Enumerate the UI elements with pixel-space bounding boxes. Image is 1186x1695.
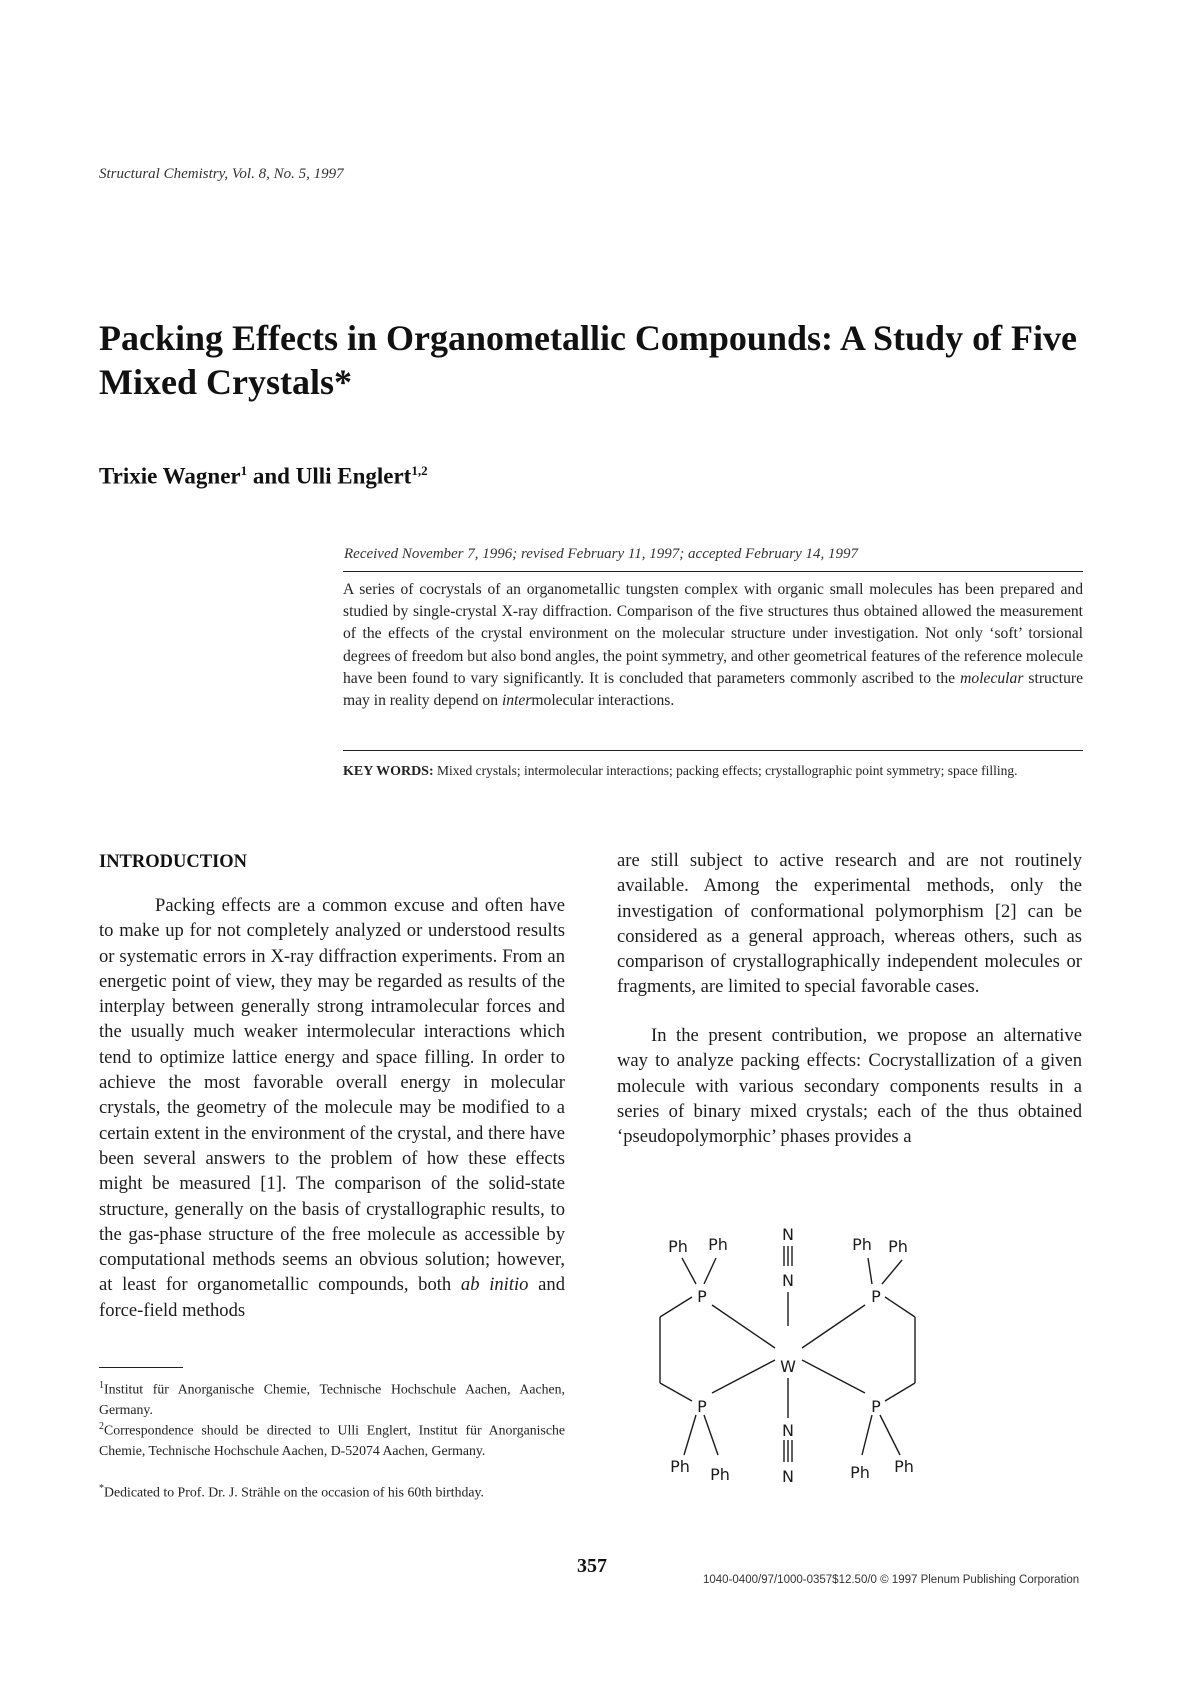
intro-paragraph-2: In the present contribution, we propose an alternative way to analyze packing effects: Cocrystallization of a given molecule with various secondary components results in a series of binary mixed crystals; each of the thus obtained ‘pseudopolymorphic’ phases provides a	[617, 1025, 1082, 1148]
footnote-text: Correspondence should be directed to Ulli Englert, Institut für Anorganische Chemie, Technische Hochschule Aachen, D-52074 Aachen, Germany.	[99, 1422, 565, 1459]
footnote-mark: 1	[99, 1380, 104, 1391]
abstract-text: structure may in reality depend on	[343, 669, 1083, 710]
journal-citation: Structural Chemistry, Vol. 8, No. 5, 1997	[99, 166, 344, 182]
phenyl-group-label: Ph	[888, 1237, 908, 1256]
intro-paragraph-1-continued: are still subject to active research and are not routinely available. Among the experimental methods, only the investigation of conformational polymorphism [2] can be considered as a general approach, whereas others, such as comparison of crystallographically independent molecules or fragments, are limited to special favorable cases.	[617, 850, 1082, 998]
footnote-mark: 2	[99, 1421, 104, 1432]
body-text: Packing effects are a common excuse and often have to make up for not completely analyzed or understood results or systematic errors in X-ray diffraction experiments. From an energetic point of view, they may be regarded as results of the interplay between generally strong intramolecular forces and the usually much weaker intermolecular interactions which tend to optimize lattice energy and space filling. In order to achieve the most favorable overall energy in molecular crystals, the geometry of the molecule may be modified to a certain extent in the environment of the crystal, and there have been several answers to the problem of how these effects might be measured [1]. The comparison of the solid-state structure, generally on the basis of crystallographic results, to the gas-phase structure of the free molecule as accessible by computational methods seems an obvious solution; however, at least for organometallic compounds, both	[99, 895, 565, 1296]
footnote-rule	[99, 1367, 183, 1368]
author-connector: and	[247, 463, 296, 489]
section-heading: INTRODUCTION	[99, 852, 248, 872]
structure-atom-labels	[697, 1225, 881, 1486]
nitrogen-atom-label: N	[782, 1467, 794, 1486]
tungsten-atom-label: W	[780, 1357, 796, 1376]
body-emphasis: ab initio	[460, 1274, 529, 1296]
phenyl-group-label: Ph	[852, 1235, 872, 1254]
phenyl-group-label: Ph	[668, 1237, 688, 1256]
received-dates: Received November 7, 1996; revised February 11, 1997; accepted February 14, 1997	[344, 546, 859, 562]
phenyl-group-label: Ph	[710, 1465, 730, 1484]
phenyl-group-label: Ph	[894, 1457, 914, 1476]
chemical-structure-diagram	[668, 1200, 1020, 1530]
paper-title: Packing Effects in Organometallic Compounds: A Study of Five Mixed Crystals*	[99, 318, 1078, 402]
phosphorus-atom-label: P	[871, 1287, 881, 1306]
footnote-text: Institut für Anorganische Chemie, Technische Hochschule Aachen, Aachen, Germany.	[99, 1381, 565, 1418]
keywords	[343, 761, 1083, 782]
nitrogen-atom-label: N	[782, 1225, 794, 1244]
nitrogen-atom-label: N	[782, 1421, 794, 1440]
affiliation-mark: 1,2	[411, 463, 428, 478]
affiliation-mark: 1	[240, 463, 248, 478]
page-number: 357	[577, 1555, 607, 1577]
footnote-mark: *	[99, 1483, 104, 1494]
copyright-line: 1040-0400/97/1000-0357$12.50/0 © 1997 Plenum Publishing Corporation	[703, 1574, 1080, 1586]
body-text: and force-field methods	[99, 1274, 566, 1321]
author-name: Trixie Wagner	[99, 463, 241, 489]
phenyl-group-label: Ph	[708, 1235, 728, 1254]
abstract-text: A series of cocrystals of an organometallic tungsten complex with organic small molecules has been prepared and studied by single-crystal X-ray diffraction. Comparison of the five structures thus obtained allowed the measurement of the effects of the crystal environment on the molecular structure under investigation. Not only ‘soft’ torsional degrees of freedom but also bond angles, the point symmetry, and other geometrical features of the reference molecule have been found to vary significantly. It is concluded that parameters commonly ascribed to the	[343, 581, 1083, 687]
phosphorus-atom-label: P	[871, 1397, 881, 1416]
abstract-emphasis: inter	[501, 692, 532, 710]
footnote	[99, 1376, 565, 1421]
abstract-text: molecular interactions.	[531, 692, 675, 710]
author-line	[99, 463, 428, 490]
footnote	[99, 1479, 565, 1503]
author-name: Ulli Englert	[295, 463, 412, 489]
nitrogen-atom-label: N	[782, 1271, 794, 1290]
phenyl-group-label: Ph	[850, 1463, 870, 1482]
footnote-text: Dedicated to Prof. Dr. J. Strähle on the occasion of his 60th birthday.	[104, 1484, 484, 1500]
phosphorus-atom-label: P	[697, 1397, 707, 1416]
footnote	[99, 1417, 565, 1462]
intro-paragraph-1	[99, 893, 565, 1323]
phosphorus-atom-label: P	[697, 1287, 707, 1306]
abstract-top-rule	[343, 571, 1083, 572]
keywords-label: KEY WORDS:	[343, 764, 434, 779]
abstract-emphasis: molecular	[960, 669, 1024, 687]
keywords-text: Mixed crystals; intermolecular interactions; packing effects; crystallographic point symmetry; space filling.	[433, 763, 1018, 778]
abstract	[343, 579, 1083, 712]
phenyl-group-label: Ph	[670, 1457, 690, 1476]
abstract-bottom-rule	[343, 750, 1083, 751]
